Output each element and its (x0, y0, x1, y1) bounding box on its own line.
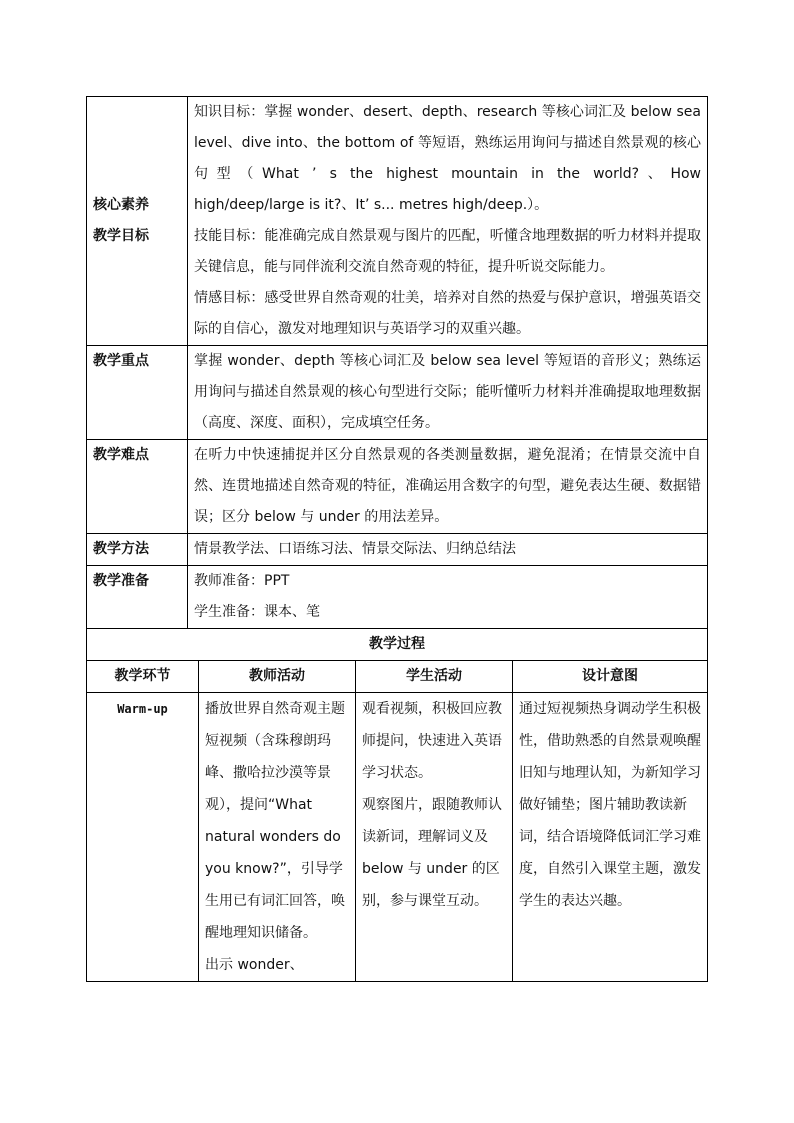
student-prep: 学生准备：课本、笔 (194, 604, 320, 620)
cell-text: 在听力中快速捕捉并区分自然景观的各类测量数据，避免混淆；在情景交流中自然、连贯地描述自然奇观的特征，准确运用含数字的句型，避免表达生硬、数据错误；区分 below 与 under 的用法差异。 (194, 447, 701, 525)
preparation-content (188, 566, 708, 629)
cell-text: 观察图片，跟随教师认读新词，理解词义及 below 与 under 的区别，参与课堂互动。 (362, 797, 502, 909)
skill-objective: 技能目标：能准确完成自然景观与图片的匹配，听懂含地理数据的听力材料并提取关键信息，能与同伴流利交流自然奇观的特征，提升听说交际能力。 (194, 228, 701, 275)
table-row (87, 693, 708, 982)
row-label-preparation: 教学准备 (87, 566, 188, 629)
key-points-content (188, 346, 708, 440)
table-row (87, 566, 708, 629)
cell-text: 掌握 wonder、depth 等核心词汇及 below sea level 等短语的音形义；熟练运用询问与描述自然景观的核心句型进行交际；能听懂听力材料并准确提取地理数据（高度、深度、面积），完成填空任务。 (194, 353, 701, 431)
cell-text: 情景教学法、口语练习法、情景交际法、归纳总结法 (194, 541, 516, 557)
row-label-core (87, 97, 188, 346)
header-row (87, 661, 708, 693)
row-label-methods: 教学方法 (87, 534, 188, 566)
header-student: 学生活动 (356, 661, 513, 693)
table-row (87, 97, 708, 346)
teacher-activity (199, 693, 356, 982)
cell-text: 观看视频，积极回应教师提问，快速进入英语学习状态。 (362, 701, 502, 781)
cell-text: 出示 wonder、 (205, 957, 304, 973)
design-intent (513, 693, 708, 982)
process-title-row (87, 629, 708, 661)
header-intent: 设计意图 (513, 661, 708, 693)
label-line: 教学目标 (93, 228, 149, 244)
cell-text: 通过短视频热身调动学生积极性，借助熟悉的自然景观唤醒旧知与地理认知，为新知学习做好铺垫；图片辅助教读新词，结合语境降低词汇学习难度，自然引入课堂主题，激发学生的表达兴趣。 (519, 701, 701, 909)
process-title: 教学过程 (87, 629, 708, 661)
lesson-plan-page (86, 96, 707, 982)
emotion-objective: 情感目标：感受世界自然奇观的壮美，培养对自然的热爱与保护意识，增强英语交际的自信心，激发对地理知识与英语学习的双重兴趣。 (194, 290, 701, 337)
cell-text: 播放世界自然奇观主题短视频（含珠穆朗玛峰、撒哈拉沙漠等景观），提问“What natural wonders do you know?”，引导学生用已有词汇回答，唤醒地理知识储备。 (205, 701, 345, 941)
process-table (86, 628, 708, 982)
difficulties-content (188, 440, 708, 534)
row-label-difficulties: 教学难点 (87, 440, 188, 534)
knowledge-objective: 知识目标：掌握 wonder、desert、depth、research 等核心词汇及 below sea level、dive into、the bottom of 等短语，熟练运用询问与描述自然景观的核心句型（What ’ s the highest mountain in the world?、How high/deep/large is it?、It’ s... metres high/deep.）。 (194, 104, 701, 213)
objectives-content (188, 97, 708, 346)
table-row (87, 534, 708, 566)
table-row (87, 346, 708, 440)
row-label-key-points: 教学重点 (87, 346, 188, 440)
methods-content (188, 534, 708, 566)
stage-cell: Warm-up (87, 693, 199, 982)
header-teacher: 教师活动 (199, 661, 356, 693)
header-stage: 教学环节 (87, 661, 199, 693)
table-row (87, 440, 708, 534)
student-activity (356, 693, 513, 982)
label-line: 核心素养 (93, 197, 149, 213)
teacher-prep: 教师准备：PPT (194, 573, 290, 589)
objectives-table (86, 96, 708, 629)
